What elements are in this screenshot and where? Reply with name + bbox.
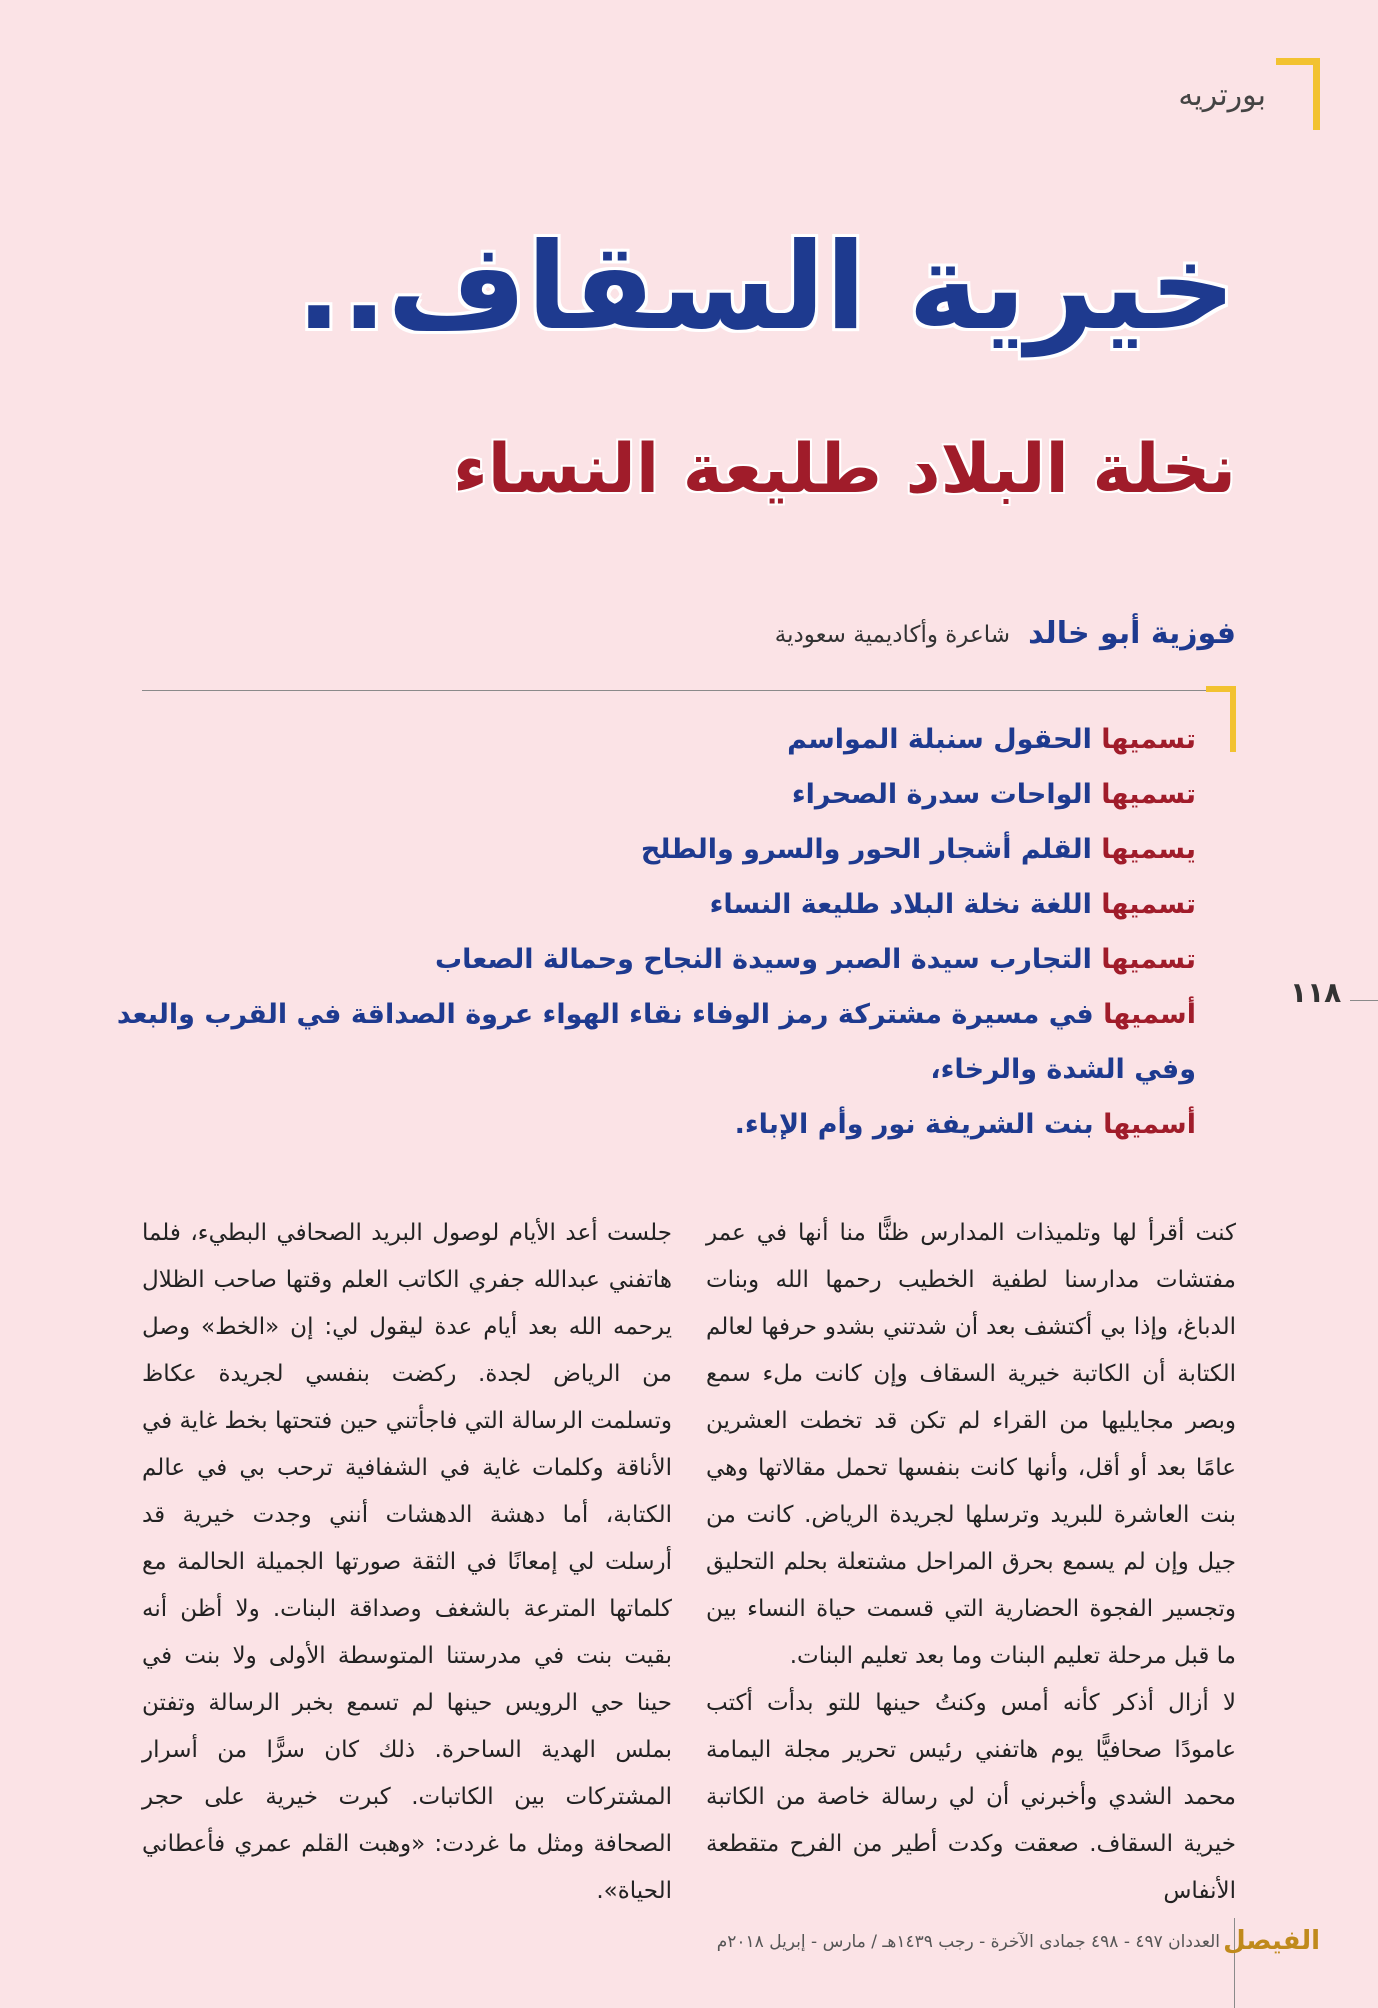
poem-text: الواحات سدرة الصحراء bbox=[791, 779, 1102, 810]
poem-line bbox=[166, 1097, 1196, 1152]
page-subtitle: نخلة البلاد طليعة النساء bbox=[453, 430, 1236, 509]
poem-keyword: أسميها bbox=[1103, 999, 1196, 1030]
horizontal-divider bbox=[142, 690, 1236, 691]
poem-line bbox=[166, 712, 1196, 767]
author-description: شاعرة وأكاديمية سعودية bbox=[774, 622, 1010, 648]
poem-keyword: تسميها bbox=[1101, 779, 1196, 810]
body-paragraph: لا أزال أذكر كأنه أمس وكنتُ حينها للتو بدأت أكتب عامودًا صحافيًّا يوم هاتفني رئيس تحرير مجلة اليمامة محمد الشدي وأخبرني أن لي رسالة خاصة من الكاتبة خيرية السقاف. صعقت وكدت أطير من الفرح متقطعة الأنفاس bbox=[706, 1690, 1236, 1904]
poem bbox=[116, 712, 1196, 1152]
poem-keyword: يسميها bbox=[1101, 834, 1196, 865]
body-paragraph: جلست أعد الأيام لوصول البريد الصحافي البطيء، فلما هاتفني عبدالله جفري الكاتب العلم وقتها صاحب الظلال يرحمه الله بعد أيام عدة ليقول لي: إن «الخط» وصل من الرياض لجدة. ركضت بنفسي لجريدة عكاظ وتسلمت الرسالة التي فاجأتني حين فتحتها بخط غاية في الأناقة وكلمات غاية في الشفافية ترحب بي في عالم الكتابة، أما دهشة الدهشات أنني وجدت خيرية قد أرسلت لي إمعانًا في الثقة صورتها الجميلة الحالمة مع كلماتها المترعة بالشغف وصداقة البنات. ولا أظن أنه بقيت بنت في مدرستنا المتوسطة الأولى ولا بنت في حينا حي الرويس حينها لم تسمع بخبر الرسالة وتفتن بملس الهدية الساحرة. ذلك كان سرًّا من أسرار المشتركات بين الكاتبات. كبرت خيرية على حجر الصحافة ومثل ما غردت: «وهبت القلم عمري فأعطاني الحياة». bbox=[142, 1220, 672, 1904]
page-number-rule bbox=[1350, 1000, 1378, 1001]
poem-text: بنت الشريفة نور وأم الإباء. bbox=[734, 1109, 1104, 1140]
body-column-right bbox=[706, 1210, 1236, 1915]
poem-line bbox=[166, 767, 1196, 822]
author-name: فوزية أبو خالد bbox=[1028, 616, 1236, 651]
page-number: ١١٨ bbox=[1290, 976, 1342, 1009]
poem-keyword: تسميها bbox=[1101, 944, 1196, 975]
poem-line bbox=[166, 1042, 1196, 1097]
poem-bracket bbox=[1206, 686, 1236, 752]
section-bracket bbox=[1276, 58, 1320, 130]
poem-text: وفي الشدة والرخاء، bbox=[930, 1054, 1196, 1085]
magazine-logo: الفيصل bbox=[1223, 1926, 1320, 1956]
poem-line bbox=[166, 877, 1196, 932]
poem-text: الحقول سنبلة المواسم bbox=[787, 724, 1102, 755]
page-title: خيرية السقاف.. bbox=[295, 218, 1236, 357]
body-column-left bbox=[142, 1210, 672, 1915]
poem-keyword: تسميها bbox=[1101, 889, 1196, 920]
poem-text: في مسيرة مشتركة رمز الوفاء نقاء الهواء عروة الصداقة في القرب والبعد bbox=[116, 999, 1104, 1030]
issue-info: العددان ٤٩٧ - ٤٩٨ جمادى الآخرة - رجب ١٤٣٩هـ / مارس - إبريل ٢٠١٨م bbox=[716, 1932, 1220, 1952]
poem-keyword: تسميها bbox=[1101, 724, 1196, 755]
poem-line bbox=[116, 987, 1196, 1042]
poem-text: اللغة نخلة البلاد طليعة النساء bbox=[709, 889, 1102, 920]
body-paragraph: كنت أقرأ لها وتلميذات المدارس ظنًّا منا أنها في عمر مفتشات مدارسنا لطفية الخطيب رحمها الله وبنات الدباغ، وإذا بي أكتشف بعد أن شدتني بشدو حرفها لعالم الكتابة أن الكاتبة خيرية السقاف وإن كانت ملء سمع وبصر مجايليها من القراء لم تكن قد تخطت العشرين عامًا بعد أو أقل، وأنها كانت بنفسها تحمل مقالاتها وهي بنت العاشرة للبريد وترسلها لجريدة الرياض. كانت من جيل وإن لم يسمع بحرق المراحل مشتعلة بحلم التحليق وتجسير الفجوة الحضارية التي قسمت حياة النساء بين ما قبل مرحلة تعليم البنات وما بعد تعليم البنات. bbox=[706, 1220, 1236, 1669]
poem-text: التجارب سيدة الصبر وسيدة النجاح وحمالة الصعاب bbox=[435, 944, 1102, 975]
poem-line bbox=[166, 932, 1196, 987]
poem-keyword: أسميها bbox=[1103, 1109, 1196, 1140]
poem-line bbox=[166, 822, 1196, 877]
poem-text: القلم أشجار الحور والسرو والطلح bbox=[640, 834, 1102, 865]
section-label: بورتريه bbox=[1178, 78, 1266, 113]
